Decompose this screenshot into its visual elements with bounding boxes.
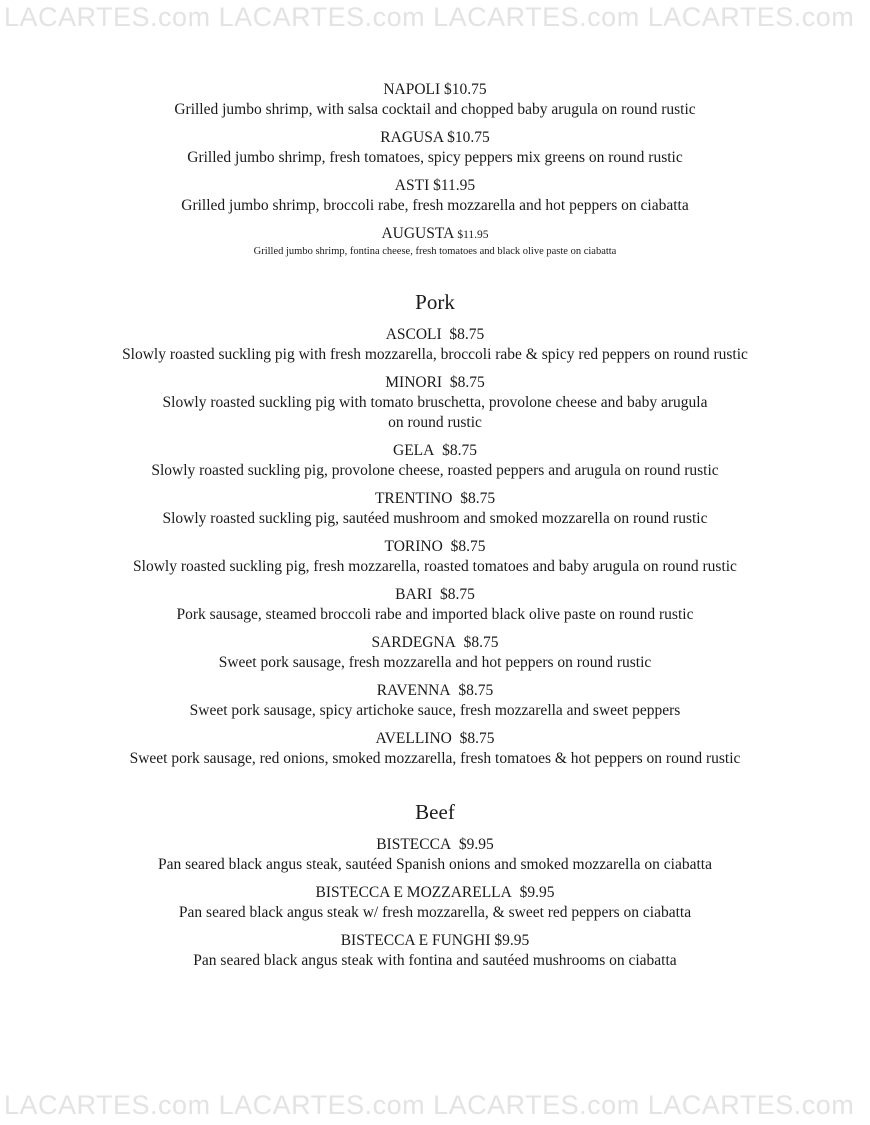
- item-name: BISTECCA E MOZZARELLA: [315, 884, 512, 901]
- shrimp-section: [0, 80, 870, 259]
- item-description: Slowly roasted suckling pig, fresh mozzarella, roasted tomatoes and baby arugula on round rustic: [133, 558, 737, 575]
- watermark-bottom: LACARTES.com LACARTES.com LACARTES.com LACARTES.com: [4, 1090, 855, 1120]
- item-title: [0, 441, 870, 461]
- item-description: Grilled jumbo shrimp, with salsa cocktail and chopped baby arugula on round rustic: [174, 101, 696, 118]
- item-price: $11.95: [433, 177, 476, 194]
- menu-item: [0, 441, 870, 481]
- item-title: [0, 373, 870, 393]
- menu-page: [0, 80, 870, 979]
- item-price: $8.75: [450, 538, 486, 555]
- menu-item: [0, 633, 870, 673]
- item-price: $11.95: [457, 229, 489, 241]
- menu-item: [0, 489, 870, 529]
- item-price: $8.75: [459, 730, 495, 747]
- item-price: $9.95: [494, 932, 530, 949]
- item-description: Sweet pork sausage, fresh mozzarella and hot peppers on round rustic: [218, 654, 652, 671]
- item-title: [0, 633, 870, 653]
- menu-item: [0, 537, 870, 577]
- item-description: Pan seared black angus steak with fontina and sautéed mushrooms on ciabatta: [193, 952, 677, 969]
- menu-item: [0, 729, 870, 769]
- item-name: SARDEGNA: [371, 634, 456, 651]
- menu-item: [0, 224, 870, 259]
- item-price: $8.75: [442, 442, 477, 459]
- item-name: BISTECCA: [376, 836, 452, 853]
- item-price: $8.75: [460, 490, 496, 507]
- menu-item: [0, 80, 870, 120]
- item-price: $10.75: [447, 129, 490, 146]
- item-price: $8.75: [458, 682, 494, 699]
- item-price: $9.95: [458, 836, 494, 853]
- item-price: $8.75: [439, 586, 475, 603]
- beef-section: [0, 835, 870, 971]
- menu-item: [0, 931, 870, 971]
- item-name: AUGUSTA: [381, 225, 454, 242]
- menu-item: [0, 325, 870, 365]
- item-name: TORINO: [384, 538, 443, 555]
- item-description: Sweet pork sausage, red onions, smoked mozzarella, fresh tomatoes & hot peppers on round rustic: [129, 750, 741, 767]
- item-title: [0, 80, 870, 100]
- watermark-top: LACARTES.com LACARTES.com LACARTES.com LACARTES.com: [4, 2, 855, 32]
- item-title: [0, 883, 870, 903]
- item-name: RAVENNA: [376, 682, 451, 699]
- item-price: $8.75: [449, 374, 485, 391]
- section-title-pork: Pork: [415, 290, 455, 314]
- item-name: BARI: [395, 586, 433, 603]
- item-description: Sweet pork sausage, spicy artichoke sauce, fresh mozzarella and sweet peppers: [189, 702, 681, 719]
- item-description: Slowly roasted suckling pig with tomato bruschetta, provolone cheese and baby arugula on round rustic: [162, 394, 708, 431]
- menu-item: [0, 835, 870, 875]
- item-title: [0, 729, 870, 749]
- item-name: TRENTINO: [374, 490, 453, 507]
- item-name: MINORI: [385, 374, 443, 391]
- item-description: Grilled jumbo shrimp, fontina cheese, fresh tomatoes and black olive paste on ciabatta: [253, 246, 617, 257]
- item-description: Grilled jumbo shrimp, broccoli rabe, fresh mozzarella and hot peppers on ciabatta: [181, 197, 689, 214]
- item-name: BISTECCA E FUNGHI: [340, 932, 491, 949]
- item-description: Pan seared black angus steak w/ fresh mozzarella, & sweet red peppers on ciabatta: [178, 904, 692, 921]
- item-name: RAGUSA: [380, 129, 444, 146]
- item-title: [0, 489, 870, 509]
- item-title: [0, 325, 870, 345]
- item-description: Slowly roasted suckling pig, sautéed mushroom and smoked mozzarella on round rustic: [162, 510, 708, 527]
- item-title: [0, 176, 870, 196]
- section-title-beef: Beef: [415, 800, 455, 824]
- item-title: [0, 931, 870, 951]
- menu-item: [0, 681, 870, 721]
- menu-item: [0, 176, 870, 216]
- item-description: Pork sausage, steamed broccoli rabe and imported black olive paste on round rustic: [176, 606, 694, 623]
- item-price: $9.95: [519, 884, 555, 901]
- item-description: Pan seared black angus steak, sautéed Spanish onions and smoked mozzarella on ciabatta: [158, 856, 712, 873]
- item-name: NAPOLI: [383, 81, 441, 98]
- menu-item: [0, 883, 870, 923]
- item-title: [0, 128, 870, 148]
- item-title: [0, 224, 870, 245]
- item-name: ASCOLI: [385, 326, 442, 343]
- menu-item: [0, 128, 870, 168]
- item-price: $10.75: [444, 81, 487, 98]
- item-price: $8.75: [463, 634, 499, 651]
- item-title: [0, 835, 870, 855]
- item-title: [0, 537, 870, 557]
- item-name: AVELLINO: [375, 730, 452, 747]
- item-price: $8.75: [449, 326, 485, 343]
- item-description: Grilled jumbo shrimp, fresh tomatoes, spicy peppers mix greens on round rustic: [187, 149, 683, 166]
- item-name: ASTI: [394, 177, 430, 194]
- item-title: [0, 681, 870, 701]
- item-title: [0, 585, 870, 605]
- pork-section: [0, 325, 870, 769]
- item-description: Slowly roasted suckling pig, provolone cheese, roasted peppers and arugula on round rustic: [151, 462, 719, 479]
- menu-item: [0, 585, 870, 625]
- menu-item: [0, 373, 870, 433]
- item-name: GELA: [393, 442, 435, 459]
- item-description: Slowly roasted suckling pig with fresh mozzarella, broccoli rabe & spicy red peppers on round rustic: [122, 346, 748, 363]
